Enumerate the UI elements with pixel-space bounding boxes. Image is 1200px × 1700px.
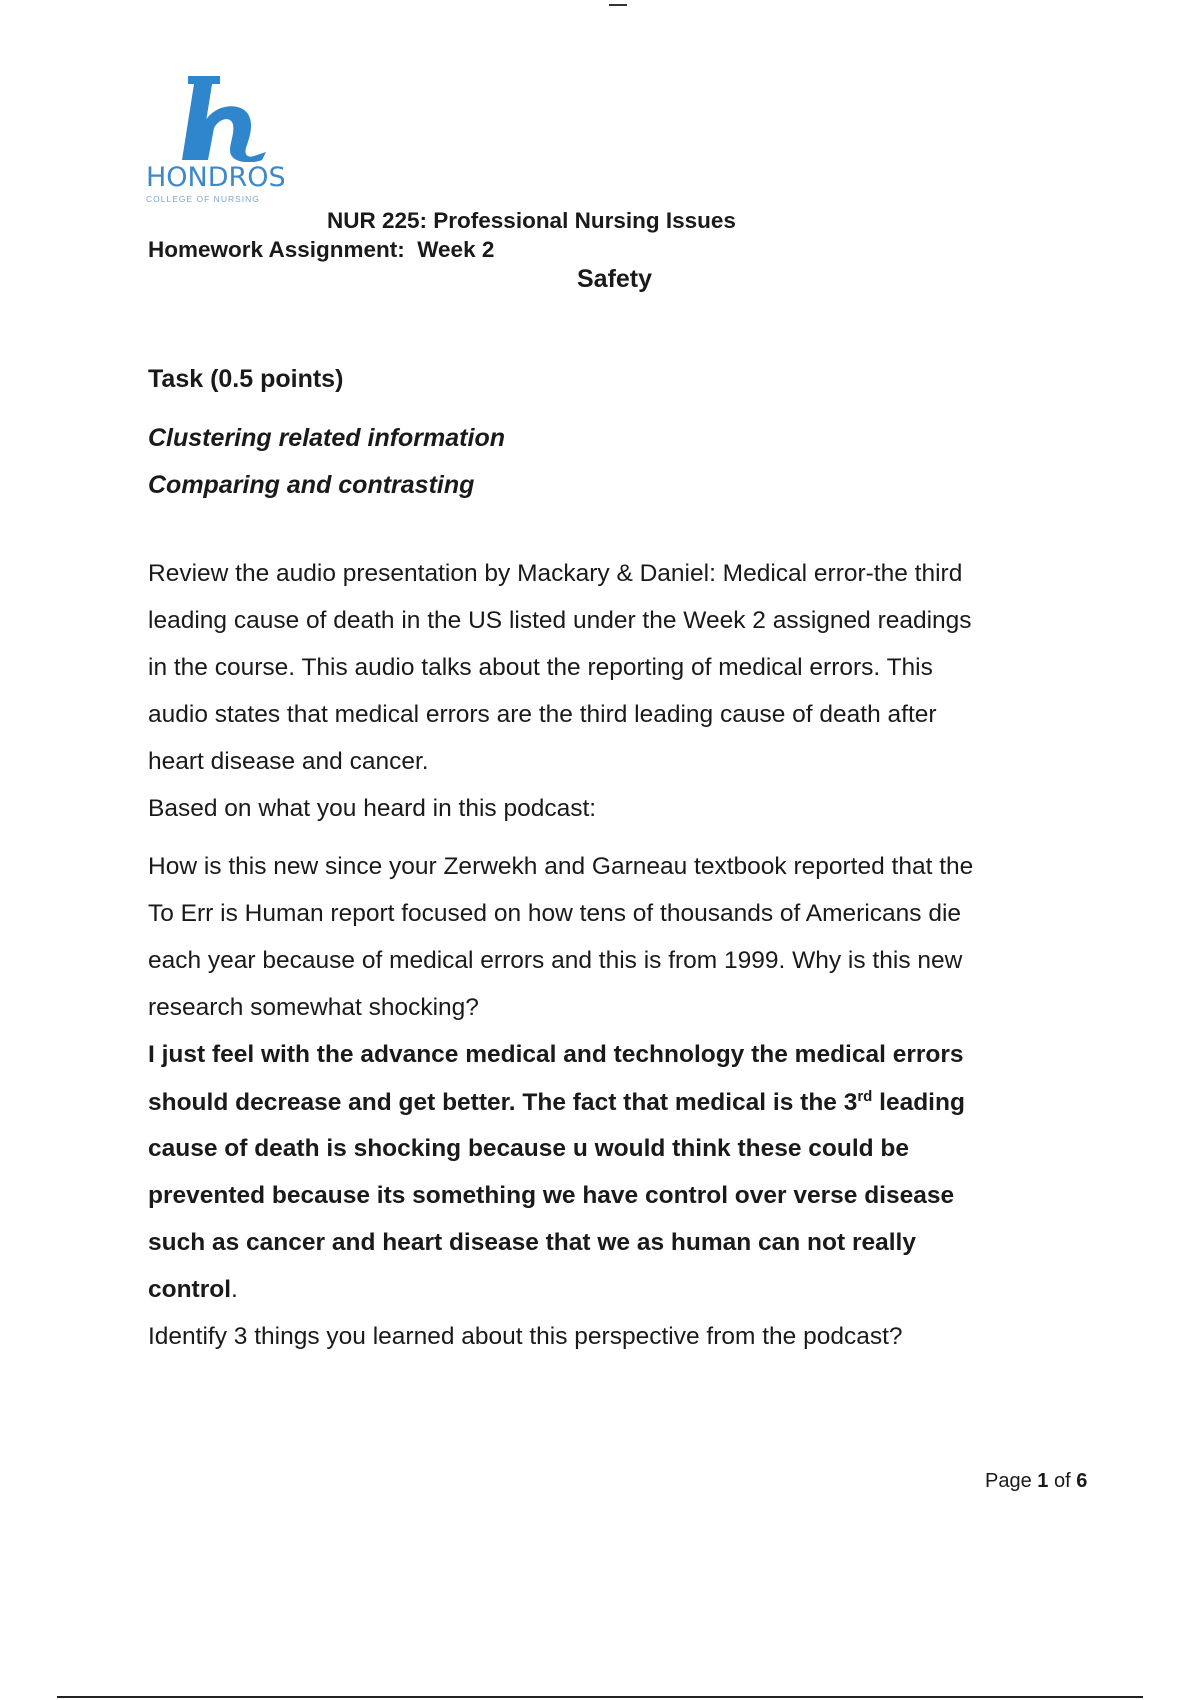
top-edge-mark (609, 4, 627, 6)
intro-line: Review the audio presentation by Mackary & Daniel: Medical error-the third (148, 560, 963, 587)
intro-line: heart disease and cancer. (148, 748, 429, 775)
task-heading: Task (0.5 points) (148, 365, 344, 393)
skill-clustering: Clustering related information (148, 424, 505, 452)
answer-text: control (148, 1276, 232, 1303)
question-2: Identify 3 things you learned about this perspective from the podcast? (148, 1323, 903, 1350)
answer-line (148, 1276, 238, 1304)
bottom-rule (57, 1696, 1143, 1698)
intro-line: in the course. This audio talks about the reporting of medical errors. This (148, 654, 933, 681)
page-label: Page (985, 1470, 1032, 1492)
answer-line: prevented because its something we have control over verse disease (148, 1182, 955, 1209)
assignment-title: Homework Assignment: Week 2 (148, 237, 495, 262)
page-number (985, 1470, 1087, 1493)
page-of: of (1053, 1470, 1071, 1492)
answer-line: cause of death is shocking because u would think these could be (148, 1135, 910, 1162)
logo-name: HONDROS (146, 162, 286, 193)
answer-period: . (231, 1276, 238, 1303)
ordinal-suffix: rd (857, 1088, 873, 1105)
answer-line (148, 1088, 965, 1117)
question-line: each year because of medical errors and this is from 1999. Why is this new (148, 947, 963, 974)
topic-heading: Safety (577, 265, 653, 293)
hondros-logo (146, 72, 296, 206)
answer-line: such as cancer and heart disease that we as human can not really (148, 1229, 916, 1256)
course-title: NUR 225: Professional Nursing Issues (327, 208, 736, 233)
page-current: 1 (1037, 1470, 1049, 1492)
page-total: 6 (1076, 1470, 1088, 1492)
question-line: To Err is Human report focused on how tens of thousands of Americans die (148, 900, 962, 927)
answer-line: I just feel with the advance medical and technology the medical errors (148, 1041, 964, 1068)
answer-text: should decrease and get better. The fact that medical is the 3 (148, 1089, 858, 1117)
answer-text: leading (872, 1089, 965, 1117)
intro-line: leading cause of death in the US listed under the Week 2 assigned readings (148, 607, 972, 634)
logo-h-mark (182, 76, 266, 162)
prompt-line: Based on what you heard in this podcast: (148, 795, 597, 822)
intro-line: audio states that medical errors are the third leading cause of death after (148, 701, 937, 728)
question-line: research somewhat shocking? (148, 994, 479, 1021)
logo-subtitle: COLLEGE OF NURSING (146, 194, 260, 204)
question-line: How is this new since your Zerwekh and Garneau textbook reported that the (148, 853, 974, 880)
skill-comparing: Comparing and contrasting (148, 471, 475, 499)
